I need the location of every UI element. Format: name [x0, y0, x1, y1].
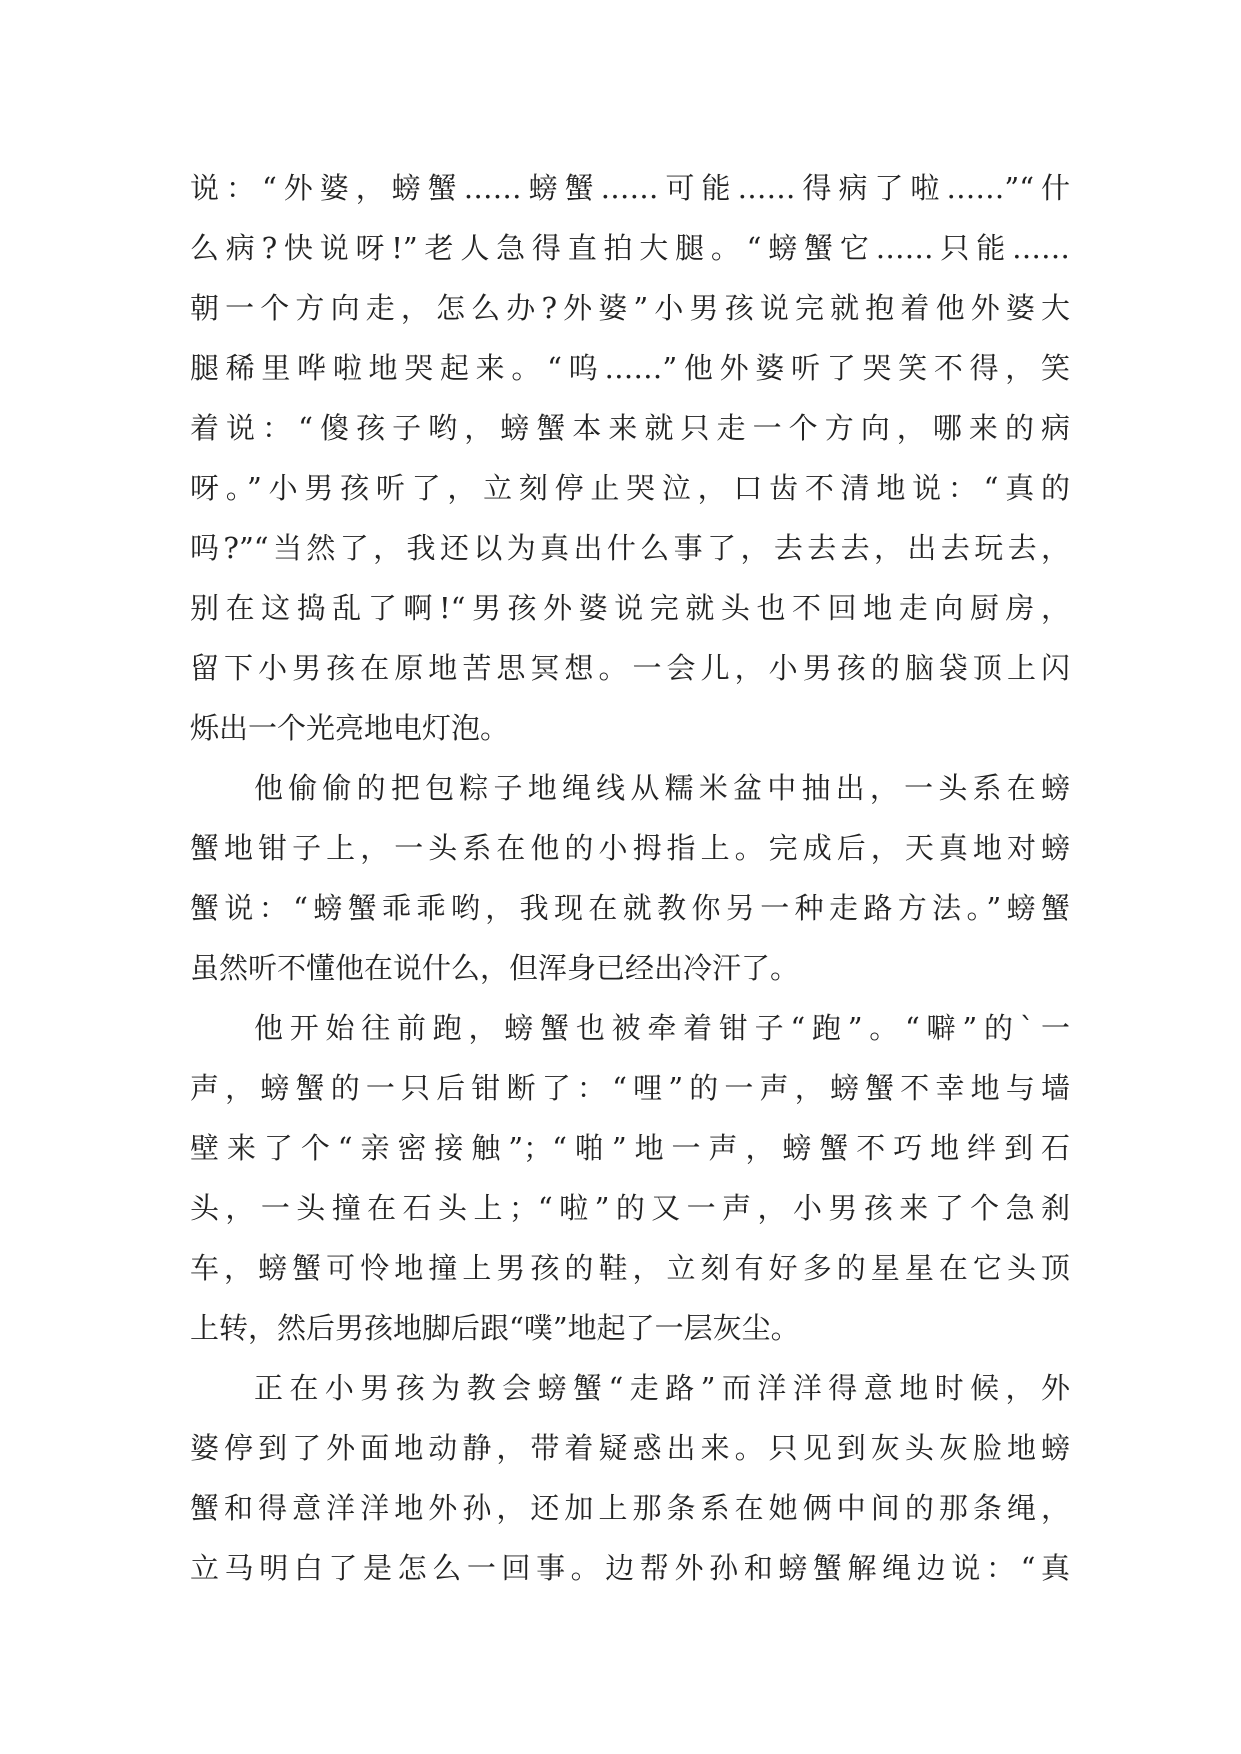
text-line: 呀。”小男孩听了，立刻停止哭泣，口齿不清地说：“真的 — [190, 471, 1070, 505]
text-line: 说：“外婆，螃蟹……螃蟹……可能……得病了啦……”“什 — [190, 171, 1070, 205]
text-line: 留下小男孩在原地苦思冥想。一会儿，小男孩的脑袋顶上闪 — [190, 651, 1070, 685]
text-line: 蟹和得意洋洋地外孙，还加上那条系在她俩中间的那条绳， — [190, 1491, 1070, 1525]
paragraph-first-line: 正在小男孩为教会螃蟹“走路”而洋洋得意地时候，外 — [254, 1371, 1070, 1405]
paragraph-end-line: 上转，然后男孩地脚后跟“噗”地起了一层灰尘。 — [190, 1311, 800, 1345]
text-line: 着说：“傻孩子哟，螃蟹本来就只走一个方向，哪来的病 — [190, 411, 1070, 445]
paragraph-first-line: 他开始往前跑，螃蟹也被牵着钳子“跑”。“噼”的`一 — [254, 1011, 1070, 1045]
text-line: 立马明白了是怎么一回事。边帮外孙和螃蟹解绳边说：“真 — [190, 1551, 1070, 1585]
text-line: 蟹地钳子上，一头系在他的小拇指上。完成后，天真地对螃 — [190, 831, 1070, 865]
text-line: 头，一头撞在石头上；“啦”的又一声，小男孩来了个急刹 — [190, 1191, 1070, 1225]
text-line: 壁来了个“亲密接触”；“啪”地一声，螃蟹不巧地绊到石 — [190, 1131, 1070, 1165]
document-body — [190, 158, 1070, 1598]
text-line: 蟹说：“螃蟹乖乖哟，我现在就教你另一种走路方法。”螃蟹 — [190, 891, 1070, 925]
paragraph-end-line: 烁出一个光亮地电灯泡。 — [190, 711, 510, 745]
text-line: 声，螃蟹的一只后钳断了：“哩”的一声，螃蟹不幸地与墙 — [190, 1071, 1070, 1105]
text-line: 朝一个方向走，怎么办?外婆”小男孩说完就抱着他外婆大 — [190, 291, 1070, 325]
paragraph-end-line: 虽然听不懂他在说什么，但浑身已经出冷汗了。 — [190, 951, 800, 985]
paragraph-first-line: 他偷偷的把包粽子地绳线从糯米盆中抽出，一头系在螃 — [254, 771, 1070, 805]
text-line: 么病?快说呀!”老人急得直拍大腿。“螃蟹它……只能…… — [190, 231, 1070, 265]
text-line: 腿稀里哗啦地哭起来。“呜……”他外婆听了哭笑不得，笑 — [190, 351, 1070, 385]
text-line: 车，螃蟹可怜地撞上男孩的鞋，立刻有好多的星星在它头顶 — [190, 1251, 1070, 1285]
text-line: 吗?”“当然了，我还以为真出什么事了，去去去，出去玩去， — [190, 531, 1070, 565]
text-line: 别在这捣乱了啊!“男孩外婆说完就头也不回地走向厨房， — [190, 591, 1070, 625]
text-line: 婆停到了外面地动静，带着疑惑出来。只见到灰头灰脸地螃 — [190, 1431, 1070, 1465]
